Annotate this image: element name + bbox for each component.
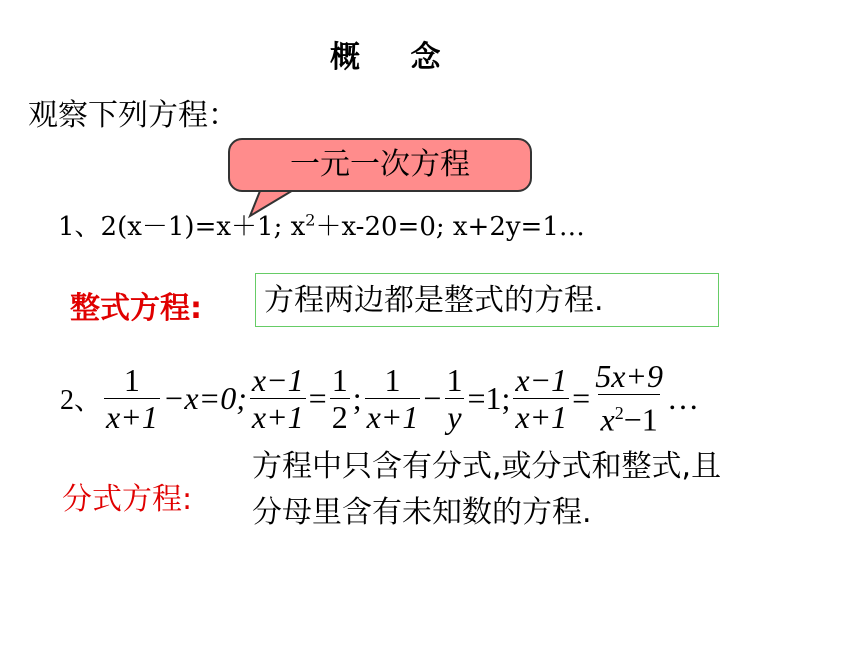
fraction-4-num: 1 [384,361,401,398]
observe-heading: 观察下列方程： [28,98,238,133]
eq2-equals-1: = [308,379,327,416]
fraction-2-den: x+1 [251,398,304,435]
fraction-7-den-sup: 2 [614,403,624,424]
fraction-5-num: 1 [446,361,463,398]
callout-bubble: 一元一次方程 [228,138,532,192]
eq1-text-a: 1、2(x－1)=x＋1; x [58,212,306,242]
eq2-equals-2: = [572,379,591,416]
fraction-3-num: 1 [331,361,348,398]
fraction-2 [250,362,306,435]
fraction-7 [593,358,665,438]
eq1-sup: 2 [305,210,316,230]
eq2-prefix: 2、 [60,385,103,416]
fraction-6 [513,362,569,435]
fraction-4-den: x+1 [366,398,419,435]
fractional-equation-definition: 方程中只含有分式,或分式和整式,且分母里含有未知数的方程. [252,449,722,530]
integral-equation-label: 整式方程: [70,291,202,326]
fraction-7-den-b: −1 [623,401,658,438]
fraction-5-den: y [447,398,462,435]
fraction-7-num: 5x+9 [595,358,664,395]
eq2-term-3: =1; [467,379,511,416]
fractional-equations [60,358,699,438]
fraction-3 [330,362,350,435]
eq2-term-2: ; [352,379,362,416]
page-title: 概 念 [330,40,461,75]
fraction-6-num: x−1 [515,361,568,398]
fraction-2-num: x−1 [251,361,304,398]
fraction-1 [104,362,160,435]
eq2-ellipsis: … [667,379,700,416]
eq1-text-b: ＋x-20=0; x+2y=1… [315,212,585,242]
fractional-equation-label: 分式方程: [62,482,193,517]
integral-equation-definition: 方程两边都是整式的方程. [255,273,719,327]
fraction-4 [365,362,421,435]
fraction-6-den: x+1 [515,398,568,435]
fraction-7-den [598,394,659,438]
eq2-term-1: −x=0; [162,379,247,416]
integral-equations [58,206,585,243]
fraction-7-den-a: x [600,401,615,438]
fraction-5 [444,362,464,435]
eq2-minus: − [423,379,442,416]
fraction-3-den: 2 [331,398,348,435]
fraction-1-den: x+1 [106,398,158,435]
fraction-1-num: 1 [123,361,140,398]
